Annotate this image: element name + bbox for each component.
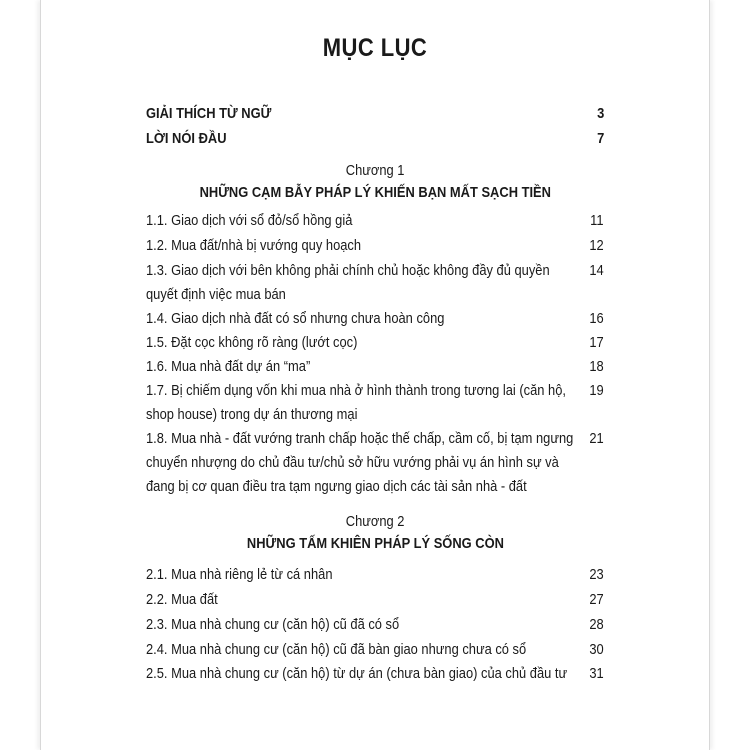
entry-text: LỜI NÓI ĐẦU	[146, 130, 227, 147]
entry-page: 12	[589, 237, 604, 254]
entry-page: 27	[589, 591, 604, 608]
toc-entry	[146, 234, 604, 258]
entry-page: 7	[596, 130, 604, 147]
toc-entry	[146, 662, 604, 686]
page-title: MỤC LỤC	[322, 34, 428, 62]
entry-text: 2.5. Mua nhà chung cư (căn hộ) từ dự án (chưa bàn giao) của chủ đầu tư	[146, 665, 568, 682]
entry-text: 1.6. Mua nhà đất dự án “ma”	[146, 358, 311, 375]
entry-page: 19	[589, 382, 604, 399]
chapter-1-heading	[146, 160, 604, 204]
toc-entry	[146, 379, 604, 427]
chapter-label: Chương 1	[345, 162, 405, 179]
entry-text: 2.2. Mua đất	[146, 591, 218, 608]
entry-text: 1.7. Bị chiếm dụng vốn khi mua nhà ở hình thành trong tương lai (căn hộ,	[146, 382, 566, 399]
entry-page: 14	[589, 262, 604, 279]
entry-page: 31	[589, 665, 604, 682]
entry-page: 28	[589, 616, 604, 633]
toc-entry	[146, 209, 604, 233]
toc-entry	[146, 307, 604, 331]
toc-entry	[146, 638, 604, 662]
toc-entry-preface	[146, 127, 604, 151]
entry-text: 1.3. Giao dịch với bên không phải chính chủ hoặc không đầy đủ quyền	[146, 262, 550, 279]
toc-entry	[146, 331, 604, 355]
entry-text: 2.3. Mua nhà chung cư (căn hộ) cũ đã có sổ	[146, 616, 400, 633]
entry-page: 21	[589, 430, 604, 447]
entry-text: 1.1. Giao dịch với sổ đỏ/sổ hồng giả	[146, 212, 353, 229]
toc-entry	[146, 355, 604, 379]
toc-entry	[146, 259, 604, 307]
entry-text-continued: quyết định việc mua bán	[146, 286, 286, 303]
toc-entry	[146, 588, 604, 612]
toc-entry	[146, 427, 604, 499]
entry-page: 11	[590, 212, 604, 229]
entry-text: 1.4. Giao dịch nhà đất có sổ nhưng chưa hoàn công	[146, 310, 445, 327]
toc-entry	[146, 613, 604, 637]
entry-page: 30	[589, 641, 604, 658]
toc-entry-glossary	[146, 102, 604, 126]
entry-page: 23	[589, 566, 604, 583]
chapter-2-heading	[146, 511, 604, 555]
entry-text-continued: shop house) trong dự án thương mại	[146, 406, 358, 423]
entry-page: 18	[589, 358, 604, 375]
entry-text: 2.1. Mua nhà riêng lẻ từ cá nhân	[146, 566, 333, 583]
entry-page: 17	[589, 334, 604, 351]
entry-page: 3	[596, 105, 604, 122]
chapter-label: Chương 2	[345, 513, 405, 530]
entry-text-continued: chuyển nhượng do chủ đầu tư/chủ sở hữu vướng phải vụ án hình sự và	[146, 454, 559, 471]
entry-text: 1.5. Đặt cọc không rõ ràng (lướt cọc)	[146, 334, 358, 351]
entry-page: 16	[589, 310, 604, 327]
entry-text: 2.4. Mua nhà chung cư (căn hộ) cũ đã bàn giao nhưng chưa có sổ	[146, 641, 527, 658]
toc-entry	[146, 563, 604, 587]
chapter-name: NHỮNG CẠM BẪY PHÁP LÝ KHIẾN BẠN MẤT SẠCH TIỀN	[199, 184, 551, 201]
entry-text: 1.2. Mua đất/nhà bị vướng quy hoạch	[146, 237, 362, 254]
entry-text-continued: đang bị cơ quan điều tra tạm ngưng giao dịch các tài sản nhà - đất	[146, 478, 527, 495]
entry-text: 1.8. Mua nhà - đất vướng tranh chấp hoặc thế chấp, cầm cố, bị tạm ngưng	[146, 430, 574, 447]
chapter-name: NHỮNG TẤM KHIÊN PHÁP LÝ SỐNG CÒN	[246, 535, 504, 552]
entry-text: GIẢI THÍCH TỪ NGỮ	[146, 105, 272, 122]
